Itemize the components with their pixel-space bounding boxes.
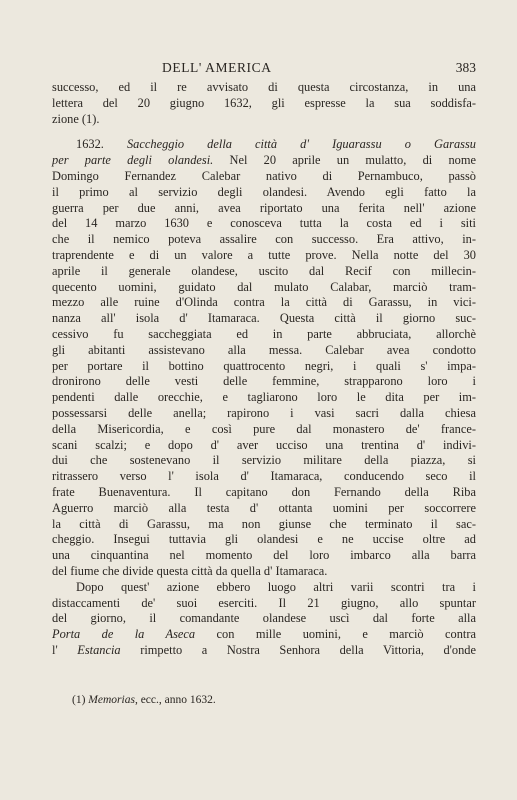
text-line xyxy=(52,137,476,153)
paragraph-continuation xyxy=(52,80,476,127)
section-title: Saccheggio della città d' Iguarassu o Garassu xyxy=(126,137,476,152)
page-number: 383 xyxy=(455,60,476,75)
text-line: traprendente e di un valore a tutte prove. Nella notte del 30 xyxy=(52,247,476,262)
place-name: Estancia xyxy=(77,642,121,657)
text-line: guerra per due anni, avea riportato una ferita nell' azione xyxy=(52,200,476,215)
paragraph-scontri xyxy=(52,580,476,659)
text-line: Dopo quest' azione ebbero luogo altri varii scontri tra i xyxy=(76,579,476,594)
text-fragment: Nel 20 aprile un mulatto, di nome xyxy=(229,153,476,168)
running-head: DELL' AMERICA xyxy=(162,60,272,75)
year-label: 1632. xyxy=(76,137,104,152)
footnote-rest: , ecc., anno 1632. xyxy=(134,694,216,706)
page-body xyxy=(52,80,476,659)
text-line: lettera del 20 giugno 1632, gli espresse la sua soddisfa- xyxy=(52,95,476,110)
text-line xyxy=(52,627,476,643)
text-fragment: con mille uomini, e marciò contra xyxy=(216,627,476,642)
text-line: scani scalzi; e dopo d' aver ucciso una trentina d' indivi- xyxy=(52,437,476,452)
text-line: il primo al servizio degli olandesi. Avendo egli fatto la xyxy=(52,184,476,199)
text-fragment: rimpetto a Nostra Senhora della Vittoria, d'onde xyxy=(140,642,476,657)
text-line: frate Buenaventura. Il capitano don Fernando della Riba xyxy=(52,484,476,499)
text-fragment: l' xyxy=(52,642,58,657)
text-line: della Misericordia, e così pure dal monastero de' france- xyxy=(52,421,476,436)
text-line: dui che sostenevano il servizio militare della piazza, si xyxy=(52,453,476,468)
text-line: la città di Garassu, ma non giunse che terminato il sac- xyxy=(52,516,476,531)
footnote xyxy=(72,694,216,706)
footnote-source: Memorias xyxy=(88,694,135,706)
text-line xyxy=(52,153,476,169)
text-line: del giorno, il comandante olandese uscì dal forte alla xyxy=(52,611,476,626)
text-line: nanza all' isola d' Itamaraca. Questa città il giorno suc- xyxy=(52,311,476,326)
text-line: del fiume che divide questa città da quella d' Itamaraca. xyxy=(52,563,328,578)
text-line: ritrassero verso l' isola d' Itamaraca, conducendo seco il xyxy=(52,469,476,484)
section-title-cont: per parte degli olandesi. xyxy=(52,153,214,168)
text-line: pendenti dalle orecchie, e tagliarono loro le dita per im- xyxy=(52,390,476,405)
text-line: zione (1). xyxy=(52,111,100,126)
text-line: del 14 marzo 1630 e conosceva tutta la costa ed i siti xyxy=(52,216,476,231)
text-line: cheggio. Insegui tuttavia gli olandesi e ne uccise oltre ad xyxy=(52,532,476,547)
text-line: Aguerro marciò alla testa d' ottanta uomini per soccorrere xyxy=(52,500,476,515)
page-header xyxy=(40,60,476,80)
text-line: Domingo Fernandez Calebar nativo di Pernambuco, passò xyxy=(52,168,476,183)
text-line: dronirono delle vesti delle femmine, strapparono loro i xyxy=(52,374,476,389)
text-line: successo, ed il re avvisato di questa circostanza, in una xyxy=(52,80,476,94)
text-line xyxy=(52,643,476,659)
text-line: mezzo alle ruine d'Olinda contra la città di Garassu, in vici- xyxy=(52,295,476,310)
text-line: che il nemico poteva assalire con successo. Era attivo, in- xyxy=(52,232,476,247)
text-line: distaccamenti de' suoi eserciti. Il 21 giugno, allo spuntar xyxy=(52,595,476,610)
text-line: per portare il bottino quattrocento negri, i quali s' impa- xyxy=(52,358,476,373)
text-line: una cinquantina nel momento del loro imbarco alla barra xyxy=(52,548,476,563)
text-line: possessarsi delle anella; rapirono i vasi sacri dalla chiesa xyxy=(52,405,476,420)
text-line: gli abitanti assistevano alla messa. Calebar avea condotto xyxy=(52,342,476,357)
text-line: cessivo fu saccheggiata ed in parte abbruciata, allorchè xyxy=(52,326,476,341)
text-line: aprile il generale olandese, uscito dal Recif con millecin- xyxy=(52,263,476,278)
place-name: Porta de la Aseca xyxy=(52,627,196,642)
text-line: quecento uomini, guidato dal mulato Calabar, marciò tram- xyxy=(52,279,476,294)
paragraph-saccheggio xyxy=(52,137,476,579)
footnote-marker: (1) xyxy=(72,694,86,706)
